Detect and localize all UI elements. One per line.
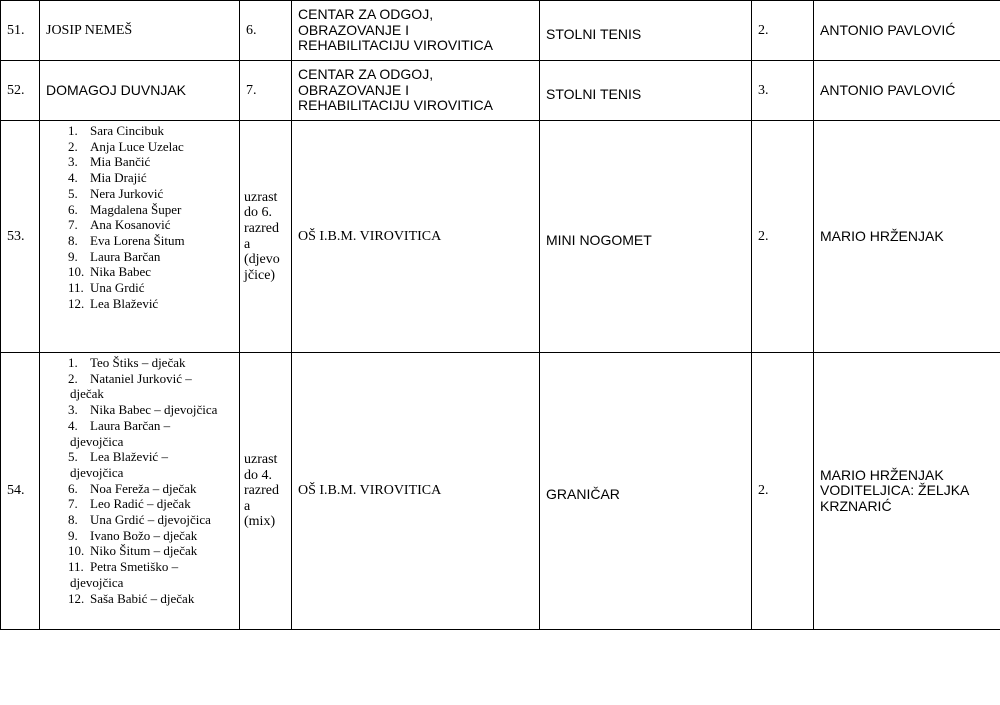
team-member: 2. Anja Luce Uzelac bbox=[68, 138, 184, 154]
school-name: OŠ I.B.M. VIROVITICA bbox=[292, 121, 540, 353]
age-group: uzrast do 4. razred a (mix) bbox=[240, 353, 292, 630]
grade: 6. bbox=[240, 1, 292, 61]
team-member: 6. Noa Fereža – dječak bbox=[68, 480, 197, 496]
placement: 3. bbox=[752, 61, 814, 121]
placement: 2. bbox=[752, 121, 814, 353]
team-member: 7. Leo Radić – dječak bbox=[68, 496, 191, 512]
table-row bbox=[1, 353, 1000, 630]
participant-name: JOSIP NEMEŠ bbox=[40, 1, 240, 61]
placement: 2. bbox=[752, 353, 814, 630]
team-member: 12. Saša Babić – dječak bbox=[68, 590, 195, 606]
team-member: 1. Teo Štiks – dječak bbox=[68, 355, 186, 370]
age-group: uzrast do 6. razred a (djevo jčice) bbox=[240, 121, 292, 353]
row-number: 51. bbox=[1, 1, 40, 61]
team-member: 3. Mia Bančić bbox=[68, 154, 151, 170]
team-member: 8. Una Grdić – djevojčica bbox=[68, 512, 211, 528]
team-members bbox=[40, 353, 240, 630]
team-member: 9. Ivano Božo – dječak bbox=[68, 527, 198, 543]
team-member: 6. Magdalena Šuper bbox=[68, 201, 182, 217]
team-member: 1. Sara Cincibuk bbox=[68, 123, 165, 138]
team-member: 9. Laura Barčan bbox=[68, 248, 161, 264]
row-number: 52. bbox=[1, 61, 40, 121]
table-row bbox=[1, 61, 1000, 121]
sport: GRANIČAR bbox=[540, 353, 752, 630]
school-name: CENTAR ZA ODGOJ, OBRAZOVANJE I REHABILITACIJU VIROVITICA bbox=[292, 1, 540, 61]
team-member: 7. Ana Kosanović bbox=[68, 217, 171, 233]
team-member: 5. Lea Blažević – djevojčica bbox=[68, 449, 168, 480]
mentor: ANTONIO PAVLOVIĆ bbox=[814, 61, 1000, 121]
team-member: 2. Nataniel Jurković – dječak bbox=[68, 370, 192, 402]
team-members bbox=[40, 121, 240, 353]
school-name: CENTAR ZA ODGOJ, OBRAZOVANJE I REHABILITACIJU VIROVITICA bbox=[292, 61, 540, 121]
mentor: MARIO HRŽENJAK VODITELJICA: ŽELJKA KRZNARIĆ bbox=[814, 353, 1000, 630]
table-row bbox=[1, 121, 1000, 353]
team-member: 3. Nika Babec – djevojčica bbox=[68, 402, 218, 418]
team-member: 11. Petra Smetiško – djevojčica bbox=[68, 559, 179, 590]
team-member-list bbox=[40, 123, 239, 311]
team-member: 8. Eva Lorena Šitum bbox=[68, 232, 185, 248]
team-member: 10. Nika Babec bbox=[68, 264, 152, 280]
team-member-list bbox=[40, 355, 239, 606]
mentor: MARIO HRŽENJAK bbox=[814, 121, 1000, 353]
sport: STOLNI TENIS bbox=[540, 1, 752, 61]
team-member: 4. Laura Barčan – djevojčica bbox=[68, 417, 171, 449]
team-member: 4. Mia Drajić bbox=[68, 170, 147, 186]
team-member: 12. Lea Blažević bbox=[68, 295, 159, 311]
team-member: 5. Nera Jurković bbox=[68, 185, 164, 201]
team-member: 10. Niko Šitum – dječak bbox=[68, 543, 198, 559]
grade: 7. bbox=[240, 61, 292, 121]
mentor: ANTONIO PAVLOVIĆ bbox=[814, 1, 1000, 61]
sport: STOLNI TENIS bbox=[540, 61, 752, 121]
placement: 2. bbox=[752, 1, 814, 61]
table-row bbox=[1, 1, 1000, 61]
team-member: 11. Una Grdić bbox=[68, 280, 145, 296]
row-number: 53. bbox=[1, 121, 40, 353]
sport: MINI NOGOMET bbox=[540, 121, 752, 353]
participant-name: DOMAGOJ DUVNJAK bbox=[40, 61, 240, 121]
row-number: 54. bbox=[1, 353, 40, 630]
school-name: OŠ I.B.M. VIROVITICA bbox=[292, 353, 540, 630]
